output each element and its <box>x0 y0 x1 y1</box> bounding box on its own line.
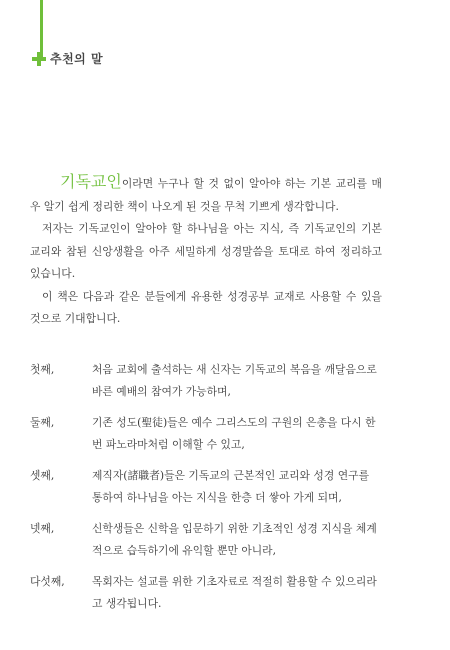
paragraph-2: 저자는 기독교인이 알아야 할 하나님을 아는 지식, 즉 기독교인의 기본 교리와 참된 신앙생활을 아주 세밀하게 성경말씀을 토대로 하여 정리하고 있습니다. <box>30 222 382 280</box>
list-item-text: 목회자는 설교를 위한 기초자료로 적절히 활용할 수 있으리라고 생각됩니다. <box>92 574 377 610</box>
paragraph-1-text: 이라면 누구나 할 것 없이 알아야 하는 기본 교리를 매우 알기 쉽게 정리한 책이 나오게 된 것을 무척 기쁘게 생각합니다. <box>30 177 382 213</box>
list-item-label: 셋째, <box>30 468 55 482</box>
list-item-label: 첫째, <box>30 362 55 376</box>
list-item-text: 신학생들은 신학을 입문하기 위한 기초적인 성경 지식을 체계적으로 습득하기에 유익할 뿐만 아니라, <box>92 521 377 557</box>
list-item <box>30 465 382 510</box>
list-item-label: 넷째, <box>30 521 55 535</box>
plus-icon <box>32 52 46 66</box>
paragraph-1 <box>30 173 382 218</box>
list-item-text: 제직자(諸職者)들은 기독교의 근본적인 교리와 성경 연구를 통하여 하나님을 아는 지식을 한층 더 쌓아 가게 되며, <box>92 468 369 504</box>
list-item <box>30 359 382 404</box>
lead-word: 기독교인 <box>60 172 122 191</box>
list-item <box>30 571 382 616</box>
list-item-text: 기존 성도(聖徒)들은 예수 그리스도의 구원의 은총을 다시 한번 파노라마처럼 이해할 수 있고, <box>92 415 376 451</box>
paragraph-3: 이 책은 다음과 같은 분들에게 유용한 성경공부 교재로 사용할 수 있을 것으로 기대합니다. <box>30 289 382 325</box>
section-title: 추천의 말 <box>50 52 104 66</box>
list-item-label: 다섯째, <box>30 574 65 588</box>
main-content <box>30 173 382 624</box>
list-item <box>30 412 382 457</box>
list-item <box>30 518 382 563</box>
recommendation-list <box>30 359 382 616</box>
section-header <box>32 50 103 67</box>
list-item-label: 둘째, <box>30 415 55 429</box>
list-item-text: 처음 교회에 출석하는 새 신자는 기독교의 복음을 깨달음으로 바른 예배의 참여가 가능하며, <box>92 362 377 398</box>
